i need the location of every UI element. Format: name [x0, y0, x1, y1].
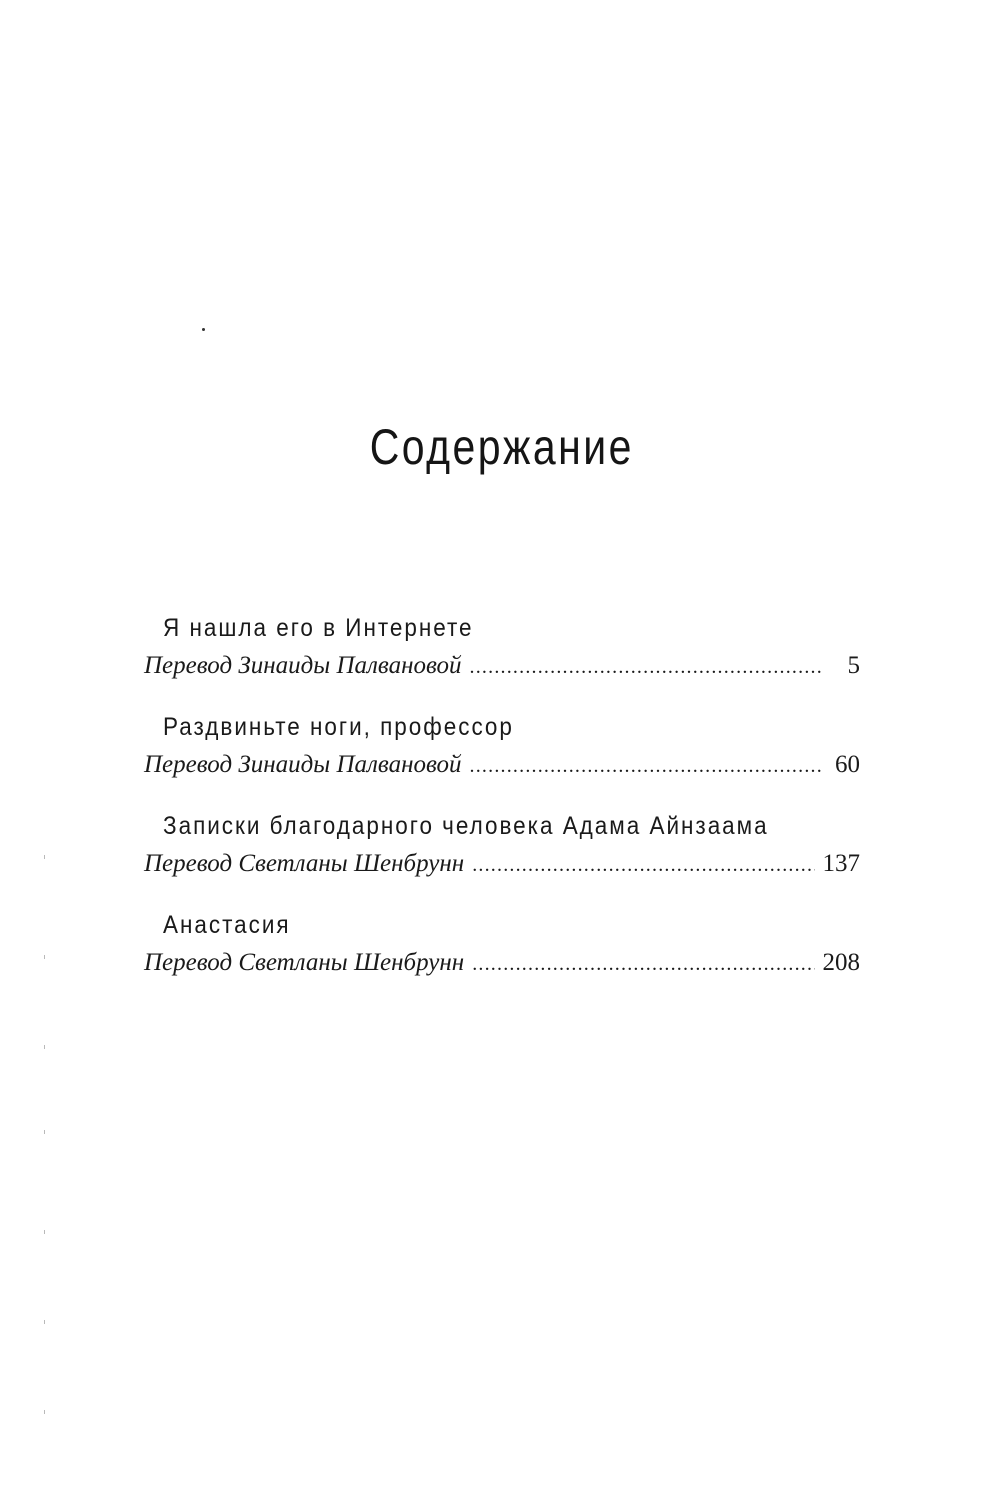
dot-leader: [472, 953, 814, 976]
toc-entry-translator: Перевод Зинаиды Палвановой: [144, 652, 462, 679]
toc-entry-page: 60: [835, 751, 860, 778]
toc-entry-title: Раздвиньте ноги, профессор: [163, 713, 514, 741]
scan-edge-mark: [44, 1410, 45, 1414]
toc-entry-translator: Перевод Зинаиды Палвановой: [144, 751, 462, 778]
dot-leader: [470, 755, 822, 778]
toc-entry-line: [144, 949, 860, 977]
toc-entry: [144, 812, 860, 911]
scan-edge-mark: [44, 1130, 45, 1134]
scan-edge-mark: [44, 1320, 45, 1324]
toc-entry-title: Я нашла его в Интернете: [163, 614, 474, 642]
toc-entry-line: [144, 751, 860, 779]
dot-leader: [470, 656, 822, 679]
toc-entry-page: 5: [847, 652, 860, 679]
scan-edge-mark: [44, 955, 45, 959]
toc-entry-title: Записки благодарного человека Адама Айнзаама: [163, 812, 769, 840]
toc-entry-translator: Перевод Светланы Шенбрунн: [144, 949, 465, 976]
dot-leader: [472, 854, 814, 877]
toc-entry: [144, 614, 860, 713]
scan-speck: [202, 328, 205, 331]
scan-edge-mark: [44, 855, 45, 859]
page-title: Содержание: [369, 419, 634, 475]
toc-entry: [144, 713, 860, 812]
scan-edge-mark: [44, 1230, 45, 1234]
table-of-contents: [144, 614, 860, 1010]
toc-entry-translator: Перевод Светланы Шенбрунн: [144, 850, 465, 877]
toc-entry-page: 208: [822, 949, 860, 976]
toc-entry-line: [144, 652, 860, 680]
toc-entry-page: 137: [822, 850, 860, 877]
toc-entry-title: Анастасия: [163, 911, 291, 939]
toc-entry: [144, 911, 860, 1010]
scan-edge-mark: [44, 1045, 45, 1049]
toc-entry-line: [144, 850, 860, 878]
